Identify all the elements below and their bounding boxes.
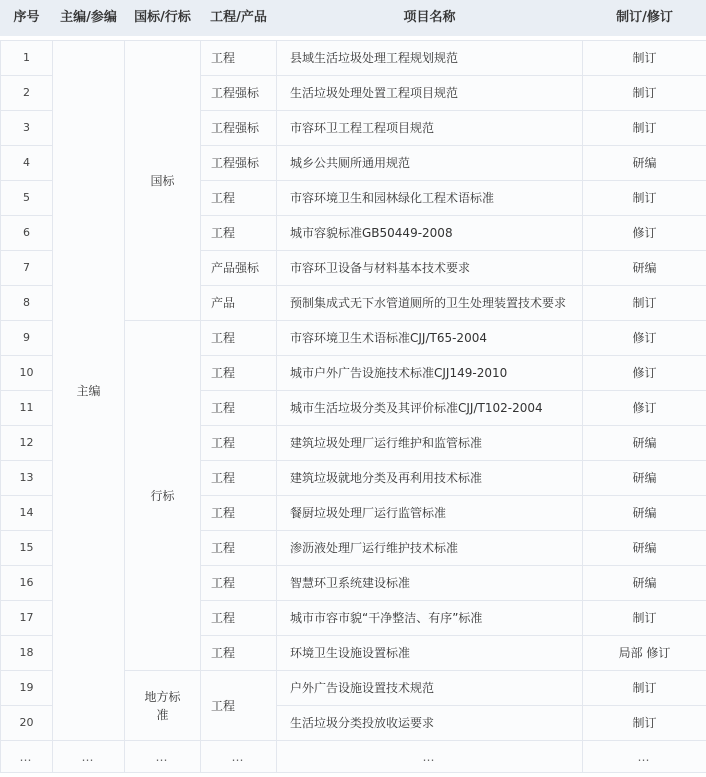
header-type: 工程/产品 [201,1,277,36]
row-status: 制订 [583,111,706,146]
row-name: 户外广告设施设置技术规范 [277,671,583,706]
row-status: 制订 [583,601,706,636]
row-seq: 1 [1,41,53,76]
row-status: 制订 [583,286,706,321]
row-type: 工程 [201,461,277,496]
row-seq: 6 [1,216,53,251]
row-type: 工程 [201,216,277,251]
row-seq: 14 [1,496,53,531]
row-name: 餐厨垃圾处理厂运行监管标准 [277,496,583,531]
row-status: 制订 [583,41,706,76]
row-name: 城市生活垃圾分类及其评价标准CJJ/T102-2004 [277,391,583,426]
row-type: 工程 [201,391,277,426]
level-local-cell: 地方标准 [125,671,201,741]
row-status: 研编 [583,426,706,461]
row-seq: 7 [1,251,53,286]
row-name: 建筑垃圾处理厂运行维护和监管标准 [277,426,583,461]
row-seq: 18 [1,636,53,671]
row-status: 研编 [583,496,706,531]
row-name: 市容环境卫生和园林绿化工程术语标准 [277,181,583,216]
row-name: 城乡公共厕所通用规范 [277,146,583,181]
row-name: 预制集成式无下水管道厕所的卫生处理装置技术要求 [277,286,583,321]
row-status: 修订 [583,391,706,426]
row-status: 研编 [583,461,706,496]
row-name: 渗沥液处理厂运行维护技术标准 [277,531,583,566]
header-level: 国标/行标 [125,1,201,36]
row-status: 研编 [583,531,706,566]
ellipsis-cell: … [201,741,277,773]
level-national-cell: 国标 [125,41,201,321]
row-name: 建筑垃圾就地分类及再利用技术标准 [277,461,583,496]
row-seq: 4 [1,146,53,181]
row-name: 环境卫生设施设置标准 [277,636,583,671]
ellipsis-cell: … [277,741,583,773]
row-seq: 10 [1,356,53,391]
header-row [1,1,706,36]
row-type: 工程 [201,671,277,741]
row-type: 产品 [201,286,277,321]
level-industry-cell: 行标 [125,321,201,671]
row-status: 制订 [583,706,706,741]
row-name: 生活垃圾处理处置工程项目规范 [277,76,583,111]
row-status: 修订 [583,356,706,391]
row-type: 工程强标 [201,76,277,111]
header-status: 制订/修订 [583,1,706,36]
row-seq: 5 [1,181,53,216]
row-name: 生活垃圾分类投放收运要求 [277,706,583,741]
row-name: 市容环卫设备与材料基本技术要求 [277,251,583,286]
ellipsis-cell: … [53,741,125,773]
row-type: 产品强标 [201,251,277,286]
row-type: 工程 [201,321,277,356]
row-status: 研编 [583,146,706,181]
row-type: 工程 [201,566,277,601]
row-seq: 20 [1,706,53,741]
row-status: 局部 修订 [583,636,706,671]
row-name: 市容环卫工程工程项目规范 [277,111,583,146]
row-type: 工程 [201,531,277,566]
ellipsis-cell: … [125,741,201,773]
header-seq: 序号 [1,1,53,36]
row-seq: 12 [1,426,53,461]
row-name: 智慧环卫系统建设标准 [277,566,583,601]
row-type: 工程 [201,636,277,671]
ellipsis-cell: … [1,741,53,773]
table-row [1,41,706,76]
row-seq: 15 [1,531,53,566]
row-seq: 9 [1,321,53,356]
row-seq: 16 [1,566,53,601]
row-type: 工程 [201,41,277,76]
row-name: 市容环境卫生术语标准CJJ/T65-2004 [277,321,583,356]
row-seq: 13 [1,461,53,496]
row-type: 工程 [201,601,277,636]
row-seq: 11 [1,391,53,426]
row-type: 工程 [201,181,277,216]
row-status: 修订 [583,321,706,356]
row-status: 制订 [583,671,706,706]
row-seq: 19 [1,671,53,706]
row-type: 工程 [201,496,277,531]
row-status: 研编 [583,251,706,286]
row-type: 工程强标 [201,111,277,146]
ellipsis-cell: … [583,741,706,773]
role-cell: 主编 [53,41,125,741]
row-status: 制订 [583,181,706,216]
row-seq: 17 [1,601,53,636]
header-name: 项目名称 [277,1,583,36]
row-type: 工程 [201,356,277,391]
row-seq: 2 [1,76,53,111]
row-type: 工程强标 [201,146,277,181]
row-status: 制订 [583,76,706,111]
header-role: 主编/参编 [53,1,125,36]
row-name: 城市市容市貌“干净整洁、有序”标准 [277,601,583,636]
row-name: 县域生活垃圾处理工程规划规范 [277,41,583,76]
row-seq: 3 [1,111,53,146]
row-seq: 8 [1,286,53,321]
ellipsis-row [1,741,706,773]
row-status: 修订 [583,216,706,251]
row-type: 工程 [201,426,277,461]
row-status: 研编 [583,566,706,601]
row-name: 城市容貌标准GB50449-2008 [277,216,583,251]
row-name: 城市户外广告设施技术标准CJJ149-2010 [277,356,583,391]
